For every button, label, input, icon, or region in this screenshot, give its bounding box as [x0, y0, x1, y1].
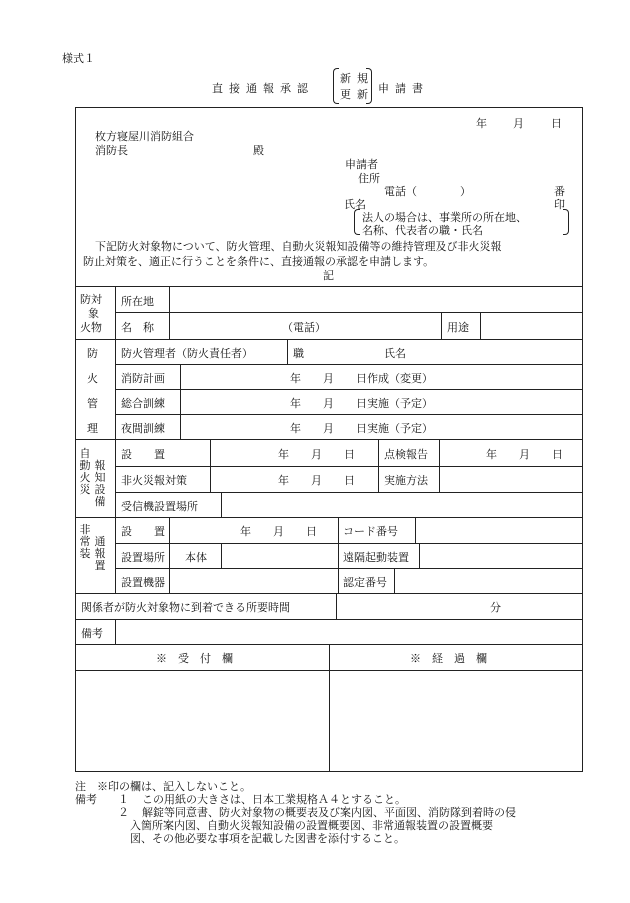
grid-line [115, 312, 583, 313]
applicant-phone-close: ） [460, 185, 471, 198]
location-label: 所在地 [121, 295, 154, 308]
title-option-new: 新規 [340, 72, 374, 85]
grid-line [115, 492, 583, 493]
device-label: 設置機器 [121, 576, 165, 589]
title-left: 直接通報承認 [212, 82, 314, 95]
grid-line [75, 339, 583, 340]
applicant-label: 申請者 [345, 158, 378, 171]
footer-item2-line3: 図、その他必要な事項を記載した図書を添付すること。 [130, 832, 405, 845]
grid-line [115, 389, 583, 390]
statement-line1: 下記防火対象物について、防火管理、自動火災報知設備等の維持管理及び非火災報 [95, 240, 502, 253]
title-bracket-left [333, 68, 339, 104]
grid-line [169, 517, 170, 593]
grid-line [115, 619, 116, 644]
main-unit-label: 本体 [185, 551, 207, 564]
remarks-label: 備考 [81, 627, 103, 640]
grid-line [210, 439, 211, 492]
footer-item2-no: ２ [118, 806, 129, 819]
false-alarm-label: 非火災報対策 [121, 474, 187, 487]
fire-section-char: 火 [87, 372, 98, 385]
table-top-line [75, 286, 583, 287]
grid-line [115, 568, 583, 569]
general-training-label: 総合訓練 [121, 397, 165, 410]
applicant-phone-label: 電話（ [384, 185, 417, 198]
grid-line [338, 517, 339, 593]
grid-line [169, 286, 170, 339]
applicant-address[interactable]: 住所 [358, 172, 380, 185]
grid-line [329, 644, 330, 772]
grid-line [415, 517, 416, 543]
date-month[interactable]: 月 [513, 117, 524, 130]
phone-label: （電話） [282, 321, 326, 334]
emergency-section-col: 通報置 [94, 535, 106, 572]
use-label: 用途 [447, 321, 469, 334]
fire-manager-label: 防火管理者（防火責任者） [121, 347, 253, 360]
obj-section-char: 火物 [80, 321, 102, 334]
applicant-name[interactable]: 氏名 [344, 198, 366, 211]
grid-line [115, 543, 583, 544]
cert-no-label: 認定番号 [343, 576, 387, 589]
date-day[interactable]: 日 [551, 117, 562, 130]
alarm-install-label: 設 置 [121, 448, 165, 461]
inspection-date[interactable]: 年 月 日 [486, 448, 563, 461]
addressee-honorific: 殿 [253, 144, 264, 157]
grid-line [115, 414, 583, 415]
footer-item1: この用紙の大きさは、日本工業規格Ａ４とすること。 [142, 793, 406, 806]
ki-label: 記 [323, 269, 334, 282]
plan-label: 消防計画 [121, 372, 165, 385]
grid-line [439, 439, 440, 492]
receiver-label: 受信機設置場所 [121, 500, 198, 513]
fire-section-char: 管 [87, 397, 98, 410]
alarm-section-col: 報知設備 [94, 459, 106, 508]
title-bracket-right [366, 68, 372, 104]
obj-section-char: 防対 [80, 293, 102, 306]
applicant-seal: 印 [554, 198, 565, 211]
footer-item1-no: １ [118, 793, 129, 806]
code-no-label: コード番号 [343, 525, 398, 538]
alarm-install-date[interactable]: 年 月 日 [278, 448, 355, 461]
method-label: 実施方法 [384, 474, 428, 487]
grid-line [75, 619, 583, 620]
minutes-label: 分 [490, 601, 501, 614]
addressee-chief: 消防長 [95, 144, 128, 157]
night-training-label: 夜間訓練 [121, 422, 165, 435]
footer-note: 注 ※印の欄は、記入しないこと。 [75, 780, 251, 793]
grid-line [75, 593, 583, 594]
night-training-date[interactable]: 年 月 日実施（予定） [290, 422, 433, 435]
footer-remarks-label: 備考 [75, 793, 97, 806]
grid-line [378, 439, 379, 492]
emergency-install-label: 設 置 [121, 525, 165, 538]
title-right: 申請書 [378, 82, 429, 95]
general-training-date[interactable]: 年 月 日実施（予定） [290, 397, 433, 410]
inspection-label: 点検報告 [384, 448, 428, 461]
travel-time-label: 関係者が防火対象物に到着できる所要時間 [81, 601, 290, 614]
person-name-label: 氏名 [384, 347, 406, 360]
statement-line2: 防止対策を、適正に行うことを条件に、直接通報の承認を申請します。 [83, 255, 435, 268]
position-label: 職 [293, 347, 304, 360]
remote-label: 遠隔起動装置 [343, 551, 409, 564]
note-bracket-right [563, 209, 569, 235]
applicant-note-line1: 法人の場合は、事業所の所在地、 [362, 211, 527, 224]
grid-line [115, 466, 583, 467]
place-label: 設置場所 [121, 551, 165, 564]
grid-line [287, 339, 288, 364]
applicant-note-line2: 名称、代表者の職・氏名 [362, 224, 483, 237]
progress-header: ※ 経 過 欄 [410, 652, 487, 665]
grid-line [221, 543, 222, 568]
alarm-section-col: 自動火災 [79, 447, 91, 496]
date-year[interactable]: 年 [476, 117, 487, 130]
reception-header: ※ 受 付 欄 [156, 652, 233, 665]
footer-item2-line1: 解錠等同意書、防火対象物の概要表及び案内図、平面図、消防隊到着時の侵 [142, 806, 516, 819]
addressee-org: 枚方寝屋川消防組合 [95, 130, 194, 143]
footer-item2-line2: 入箇所案内図、自動火災報知設備の設置概要図、非常通報装置の設置概要 [130, 819, 493, 832]
grid-line [75, 517, 583, 518]
grid-line [480, 312, 481, 339]
name-label: 名 称 [121, 321, 154, 334]
obj-section-char: 象 [88, 307, 99, 320]
grid-line [394, 568, 395, 593]
emergency-install-date[interactable]: 年 月 日 [240, 525, 317, 538]
false-alarm-date[interactable]: 年 月 日 [278, 474, 355, 487]
fire-section-char: 理 [87, 422, 98, 435]
plan-date[interactable]: 年 月 日作成（変更） [290, 372, 433, 385]
grid-line [419, 543, 420, 568]
note-bracket-left [354, 209, 360, 235]
grid-line [180, 364, 181, 439]
grid-line [115, 364, 583, 365]
emergency-section-col: 非常装 [79, 523, 91, 560]
grid-line [75, 439, 583, 440]
section-divider [115, 286, 116, 593]
fire-section-char: 防 [87, 347, 98, 360]
grid-line [221, 492, 222, 517]
grid-line [336, 593, 337, 619]
grid-line [441, 312, 442, 339]
title-option-renew: 更新 [340, 88, 374, 101]
form-number: 様式１ [62, 52, 95, 65]
applicant-phone-suffix: 番 [554, 185, 565, 198]
